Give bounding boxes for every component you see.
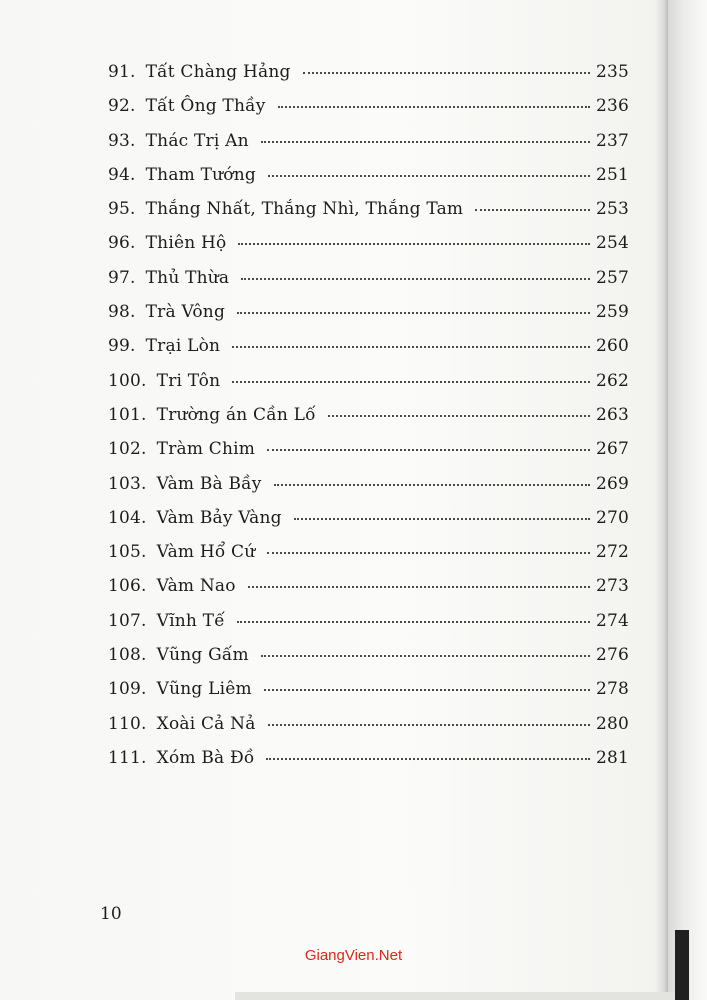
entry-number: 96. (108, 233, 136, 254)
dot-leader (238, 242, 590, 245)
entry-page-number: 278 (596, 679, 630, 700)
entry-page-number: 235 (596, 62, 630, 82)
entry-number: 102. (108, 439, 147, 460)
toc-entry (108, 405, 628, 439)
dot-leader (261, 654, 590, 657)
dot-leader (475, 208, 590, 211)
entry-number: 107. (108, 610, 147, 631)
toc-entry (108, 542, 628, 576)
dot-leader (328, 414, 590, 417)
entry-page-number: 269 (596, 473, 630, 494)
entry-number: 106. (108, 576, 147, 597)
entry-title: Trà Vông (145, 302, 226, 323)
entry-page-number: 263 (596, 404, 630, 425)
entry-title: Vĩnh Tế (156, 610, 225, 631)
toc-entry (108, 131, 628, 165)
entry-page-number: 253 (596, 199, 630, 220)
entry-page-number: 237 (596, 130, 630, 151)
toc-entry (108, 371, 628, 405)
dot-leader (267, 448, 590, 451)
entry-number: 95. (108, 199, 136, 220)
entry-page-number: 257 (596, 267, 630, 288)
toc-entry (108, 336, 628, 370)
dot-leader (261, 140, 590, 143)
entry-page-number: 259 (596, 302, 630, 323)
dot-leader (232, 380, 590, 383)
entry-page-number: 272 (596, 542, 630, 563)
entry-page-number: 267 (596, 439, 630, 460)
entry-title: Trại Lòn (145, 336, 221, 357)
toc-entry (108, 748, 628, 782)
page-bottom-edge (235, 992, 675, 1000)
entry-title: Vũng Liêm (156, 679, 252, 700)
entry-page-number: 274 (596, 610, 630, 631)
toc-entry (108, 96, 628, 130)
toc-entry (108, 714, 628, 748)
entry-page-number: 260 (596, 336, 630, 357)
entry-number: 104. (108, 507, 147, 528)
entry-number: 93. (108, 130, 136, 151)
dot-leader (267, 551, 590, 554)
toc-entry (108, 233, 628, 267)
entry-title: Trường án Cần Lố (156, 404, 316, 425)
entry-title: Vàm Bà Bầy (156, 473, 262, 494)
dot-leader (274, 483, 590, 486)
toc-entry (108, 199, 628, 233)
entry-number: 110. (108, 713, 147, 734)
book-spine (675, 930, 689, 1000)
toc-entry (108, 508, 628, 542)
dot-leader (278, 105, 590, 108)
entry-title: Tất Ông Thầy (145, 96, 266, 117)
entry-title: Tri Tôn (156, 370, 221, 391)
entry-page-number: 251 (596, 164, 630, 185)
page-edge-shadow (655, 0, 668, 1000)
entry-page-number: 281 (596, 747, 630, 768)
entry-page-number: 254 (596, 233, 630, 254)
dot-leader (237, 620, 590, 623)
entry-number: 101. (108, 404, 147, 425)
table-of-contents (108, 62, 628, 782)
dot-leader (264, 688, 590, 691)
dot-leader (248, 585, 590, 588)
dot-leader (241, 277, 590, 280)
toc-entry (108, 302, 628, 336)
entry-number: 111. (108, 747, 147, 768)
entry-number: 105. (108, 542, 147, 563)
toc-entry (108, 679, 628, 713)
entry-number: 108. (108, 645, 147, 666)
dot-leader (303, 71, 590, 74)
entry-number: 94. (108, 164, 136, 185)
toc-entry (108, 576, 628, 610)
dot-leader (232, 345, 590, 348)
entry-title: Vàm Bảy Vàng (156, 507, 282, 528)
book-binding (668, 0, 707, 1000)
dot-leader (268, 174, 590, 177)
entry-title: Tràm Chim (156, 439, 256, 460)
entry-number: 103. (108, 473, 147, 494)
toc-entry (108, 474, 628, 508)
entry-title: Thiên Hộ (145, 233, 227, 254)
dot-leader (294, 517, 590, 520)
entry-title: Thắng Nhất, Thắng Nhì, Thắng Tam (145, 199, 464, 220)
entry-page-number: 273 (596, 576, 630, 597)
entry-title: Vũng Gấm (156, 645, 249, 666)
entry-number: 97. (108, 267, 136, 288)
entry-number: 91. (108, 62, 136, 82)
entry-number: 109. (108, 679, 147, 700)
entry-page-number: 276 (596, 645, 630, 666)
entry-title: Vàm Hổ Cứ (156, 542, 256, 563)
entry-title: Thác Trị An (145, 130, 249, 151)
watermark: GiangVien.Net (304, 947, 403, 964)
entry-title: Xoài Cả Nả (156, 713, 256, 734)
toc-entry (108, 268, 628, 302)
entry-number: 92. (108, 96, 136, 117)
entry-number: 98. (108, 302, 136, 323)
entry-title: Tất Chàng Hảng (145, 62, 291, 82)
toc-entry (108, 62, 628, 96)
entry-title: Thủ Thừa (145, 267, 230, 288)
entry-page-number: 262 (596, 370, 630, 391)
entry-page-number: 270 (596, 507, 630, 528)
dot-leader (237, 311, 590, 314)
dot-leader (266, 757, 590, 760)
entry-title: Vàm Nao (156, 576, 236, 597)
toc-entry (108, 645, 628, 679)
entry-title: Xóm Bà Đồ (156, 747, 255, 768)
entry-number: 99. (108, 336, 136, 357)
entry-page-number: 280 (596, 713, 630, 734)
page-number: 10 (100, 904, 122, 924)
entry-title: Tham Tướng (145, 164, 256, 185)
entry-page-number: 236 (596, 96, 630, 117)
toc-entry (108, 439, 628, 473)
entry-number: 100. (108, 370, 147, 391)
toc-entry (108, 611, 628, 645)
toc-entry (108, 165, 628, 199)
dot-leader (268, 723, 590, 726)
